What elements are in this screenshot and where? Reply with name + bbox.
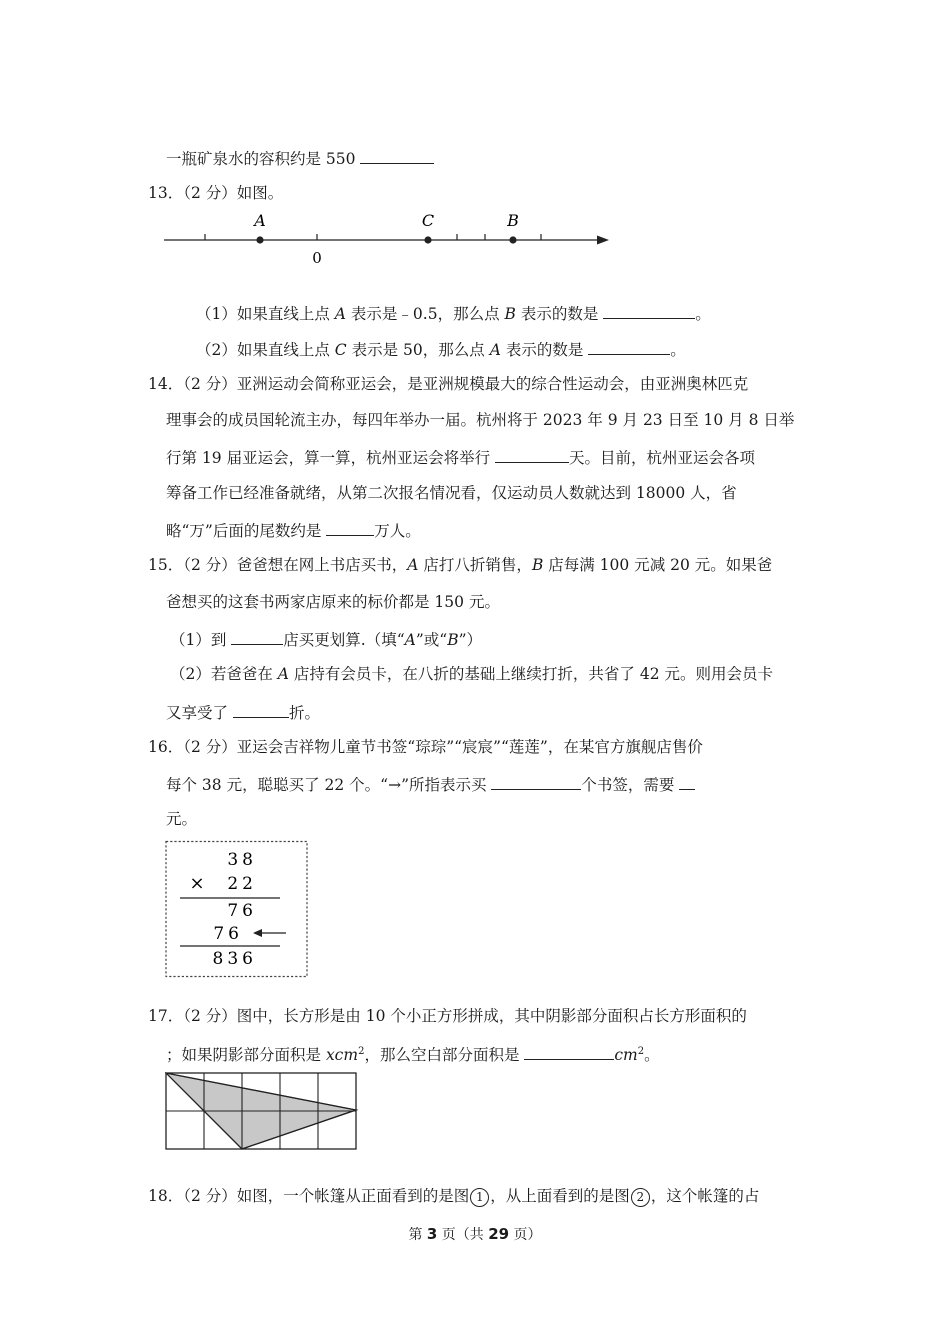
times-sign: × [189,873,205,894]
q17-line2: ；如果阴影部分面积是 xcm$^2$，那么空白部分面积是 $cm^2$。 [166,1042,660,1065]
multiplication-figure [164,840,310,980]
q14-line1: 14．（2 分）亚洲运动会简称亚运会，是亚洲规模最大的综合性运动会，由亚洲奥林匹克 [148,375,749,393]
q15-discount-blank[interactable] [233,701,289,718]
q12-continuation: 一瓶矿泉水的容积约是 550 [166,147,434,169]
q16-line3: 元。 [166,810,198,828]
q18-line1: 18．（2 分）如图，一个帐篷从正面看到的是图 1 ，从上面看到的是图 2 ，这个帐篷的占 [148,1187,760,1205]
q15-part2-cont: 又享受了 折。 [166,701,320,723]
point-b-label: B [507,211,519,230]
q15-part1: （1）到 店买更划算.（填“A”或“B”） [170,628,482,650]
q14-line3: 行第 19 届亚运会，算一算，杭州亚运会将举行 天。目前，杭州亚运会各项 [166,446,755,468]
multiplicand: 38 [227,850,257,870]
pointer-arrow-icon [253,929,262,937]
circled-1-icon: 1 [470,1188,489,1207]
number-line-arrow-icon [597,236,609,245]
q16-line1: 16．（2 分）亚运会吉祥物儿童节书签“琮琮”“宸宸”“莲莲”，在某官方旗舰店售价 [148,738,703,756]
point-b-dot [509,236,516,243]
point-a-dot [256,236,263,243]
q13-part1: （1）如果直线上点 A 表示是﹣0.5，那么点 B 表示的数是 。 [196,302,711,324]
circled-2-icon: 2 [631,1188,650,1207]
q17-line1: 17．（2 分）图中，长方形是由 10 个小正方形拼成，其中阴影部分面积占长方形面积的 [148,1007,747,1025]
point-a-label: A [254,211,266,230]
product: 836 [212,949,257,969]
q16-count-blank[interactable] [491,773,581,790]
point-c-dot [424,236,431,243]
current-page: 3 [426,1225,438,1243]
q15-line1: 15．（2 分）爸爸想在网上书店买书，A 店打八折销售，B 店每满 100 元减 20 元。如果爸 [148,556,773,574]
q17-area-blank[interactable] [524,1043,614,1060]
q16-cost-blank[interactable] [679,773,695,790]
q13-part2: （2）如果直线上点 C 表示是 50，那么点 A 表示的数是 。 [196,338,686,360]
q14-line2: 理事会的成员国轮流主办，每四年举办一届。杭州将于 2023 年 9 月 23 日至 10 月 8 日举 [166,411,795,429]
q15-part2: （2）若爸爸在 A 店持有会员卡，在八折的基础上继续打折，共省了 42 元。则用会员卡 [170,665,774,683]
q13-part1-blank[interactable] [603,302,695,319]
point-c-label: C [421,211,435,230]
q14-wan-blank[interactable] [326,519,374,536]
multiplier: 22 [227,874,257,894]
q14-days-blank[interactable] [495,446,569,463]
q14-line4: 筹备工作已经准备就绪，从第二次报名情况看，仅运动员人数就达到 18000 人，省 [166,484,737,502]
total-pages: 29 [488,1225,510,1243]
q16-line2: 每个 38 元，聪聪买了 22 个。“→”所指表示买 个书签，需要 [166,773,695,795]
q13-part2-blank[interactable] [588,338,670,355]
partial-product-2: 76 [213,924,243,944]
q12-answer-blank[interactable] [360,147,434,164]
q14-line5: 略“万”后面的尾数约是 万人。 [166,519,421,541]
q13-stem: 13．（2 分）如图。 [148,184,284,202]
q15-line2: 爸想买的这套书两家店原来的标价都是 150 元。 [166,593,500,611]
partial-product-1: 76 [227,901,257,921]
number-line-figure [160,205,620,270]
q15-store-blank[interactable] [231,628,283,645]
zero-label: 0 [312,249,322,267]
rectangle-grid-figure [165,1072,359,1152]
page-footer: 第 3 页（共 29 页） [408,1225,542,1243]
